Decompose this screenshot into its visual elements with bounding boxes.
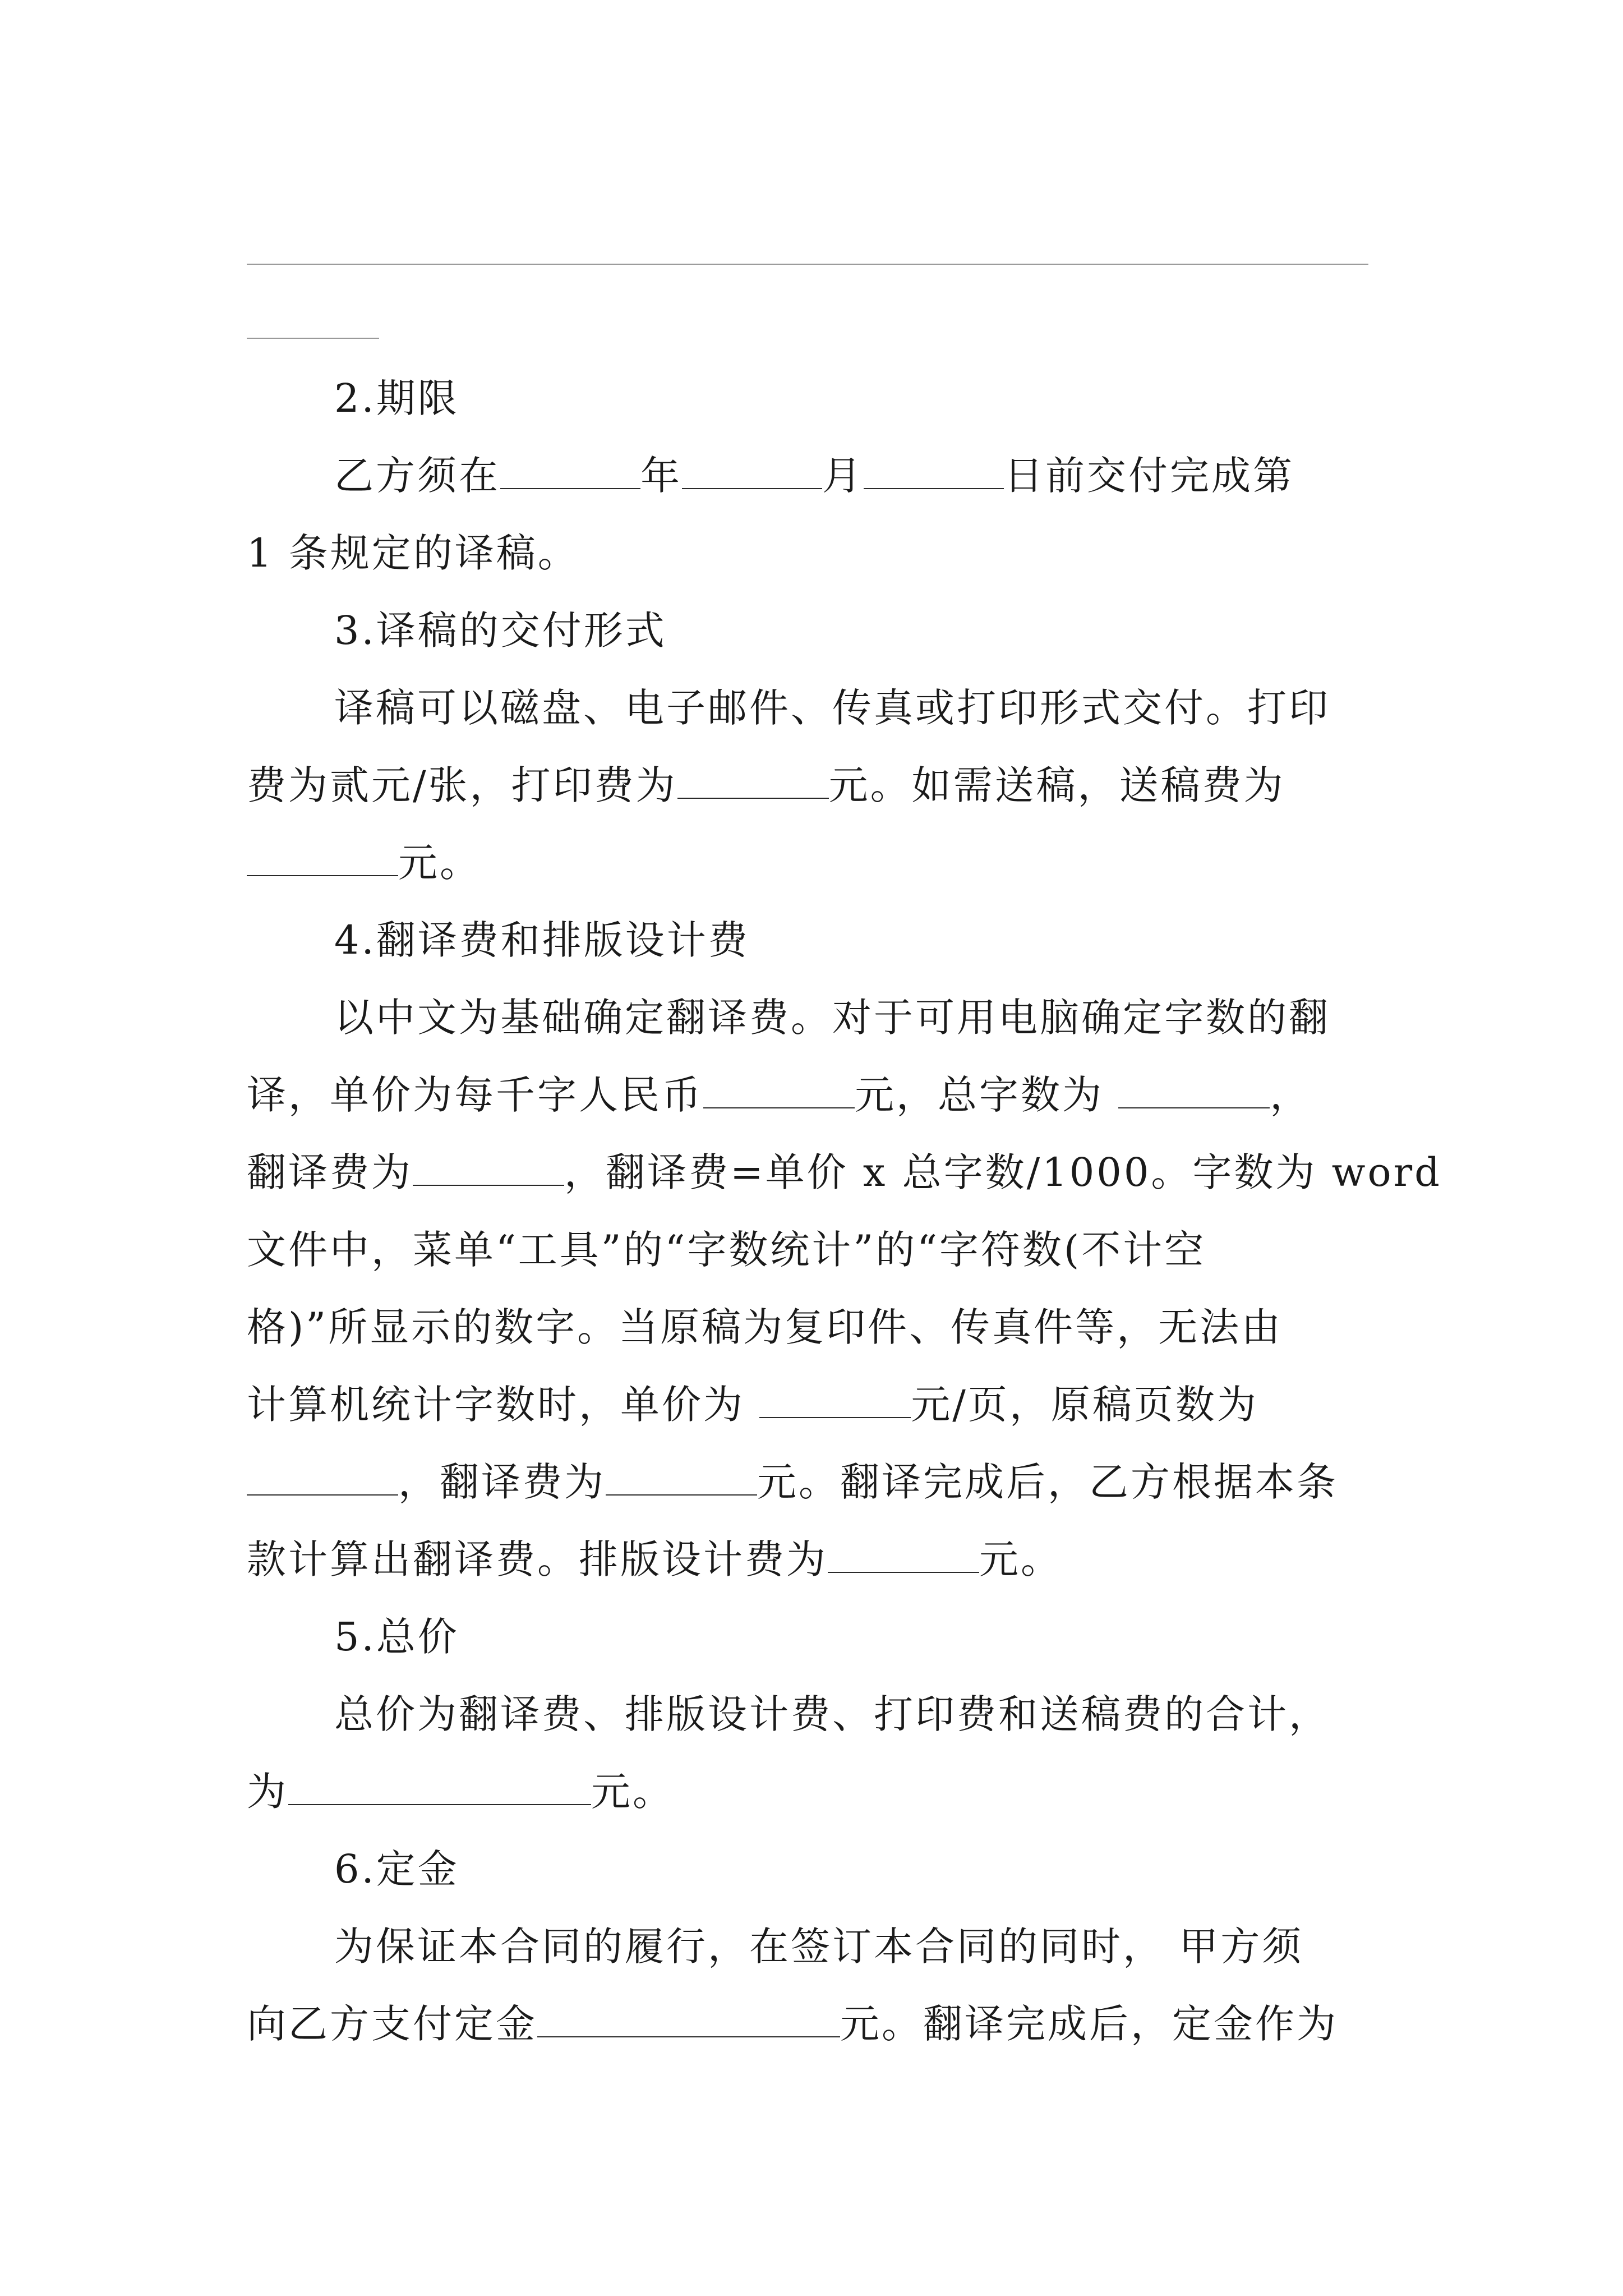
section-heading-fees [334,904,750,977]
blank-delivery-fee [247,847,398,876]
text-run: 元/页，原稿页数为 [911,1382,1258,1428]
text-run: 元。 [979,1536,1062,1582]
text-run: 月 [822,453,864,499]
section-heading-deposit [334,1833,459,1906]
fill-in-line-long [247,264,1368,265]
paragraph-line [247,826,481,899]
text-run: 译稿可以磁盘、电子邮件、传真或打印形式交付。打印 [334,685,1330,731]
paragraph-line [334,439,1294,512]
text-run: 计算机统计字数时，单价为 [247,1382,745,1428]
text-run: 为保证本合同的履行，在签订本合同的同时， 甲方须 [334,1924,1304,1970]
text-run: 格)”所显示的数字。当原稿为复印件、传真件等，无法由 [247,1304,1283,1350]
paragraph-line [247,517,579,590]
blank-total-price [288,1776,591,1805]
blank-translation-fee [413,1157,564,1186]
text-run: ，翻译费为 [398,1459,606,1505]
text-run: 元。 [398,840,481,886]
text-run: 费为贰元/张，打印费为 [247,762,677,808]
text-run: 1 条规定的译稿。 [247,530,579,576]
section-heading-deadline [334,362,459,435]
text-run: 元。如需送稿，送稿费为 [828,762,1285,808]
blank-layout-fee [828,1544,979,1573]
text-run: 日前交付完成第 [1004,453,1294,499]
text-run: 年 [640,453,682,499]
blank-word-count [1118,1079,1270,1108]
blank-year [500,460,640,489]
text-run: 元。翻译完成后，乙方根据本条 [757,1459,1338,1505]
text-run: 翻译费为 [247,1149,413,1195]
paragraph-line [247,1136,1442,1209]
paragraph-line [247,749,1285,822]
text-run: ， [1270,1072,1312,1118]
blank-translation-fee-total [606,1466,757,1496]
blank-deposit [537,2008,840,2037]
paragraph-line [247,1368,1258,1441]
blank-day [864,460,1004,489]
paragraph-line [247,1213,1206,1286]
text-run: 元，总字数为 [855,1072,1104,1118]
paragraph-line [247,1059,1311,1131]
blank-page-price [759,1389,911,1418]
paragraph-line [334,1910,1303,1983]
paragraph-line [334,981,1330,1054]
text-run: 元。翻译完成后，定金作为 [840,2001,1338,2047]
heading-text: 6.定金 [334,1846,459,1892]
heading-text: 4.翻译费和排版设计费 [334,917,750,963]
paragraph-line [247,1291,1283,1364]
paragraph-line [334,1678,1330,1751]
text-run: 款计算出翻译费。排版设计费为 [247,1536,828,1582]
blank-unit-price [703,1079,855,1108]
text-run: 文件中，菜单“工具”的“字数统计”的“字符数(不计空 [247,1227,1206,1273]
heading-text: 3.译稿的交付形式 [334,608,667,654]
section-heading-total [334,1600,459,1673]
text-run: 译，单价为每千字人民币 [247,1072,703,1118]
paragraph-line [334,671,1330,744]
paragraph-line [247,1987,1338,2060]
text-run: ，翻译费=单价 x 总字数/1000。字数为 word [564,1149,1442,1195]
heading-text: 2.期限 [334,375,459,421]
text-run: 向乙方支付定金 [247,2001,537,2047]
paragraph-line [247,1446,1338,1519]
blank-print-fee [677,770,829,799]
section-heading-delivery [334,594,667,667]
fill-in-line-short [247,338,379,339]
blank-month [682,460,822,489]
text-run: 总价为翻译费、排版设计费、打印费和送稿费的合计， [334,1691,1330,1737]
blank-page-count [247,1466,398,1496]
text-run: 元。 [591,1769,674,1815]
text-run: 为 [247,1769,288,1815]
paragraph-line [247,1755,674,1828]
text-run: 乙方须在 [334,453,500,499]
paragraph-line [247,1523,1062,1596]
heading-text: 5.总价 [334,1614,459,1660]
text-run: 以中文为基础确定翻译费。对于可用电脑确定字数的翻 [334,995,1330,1041]
